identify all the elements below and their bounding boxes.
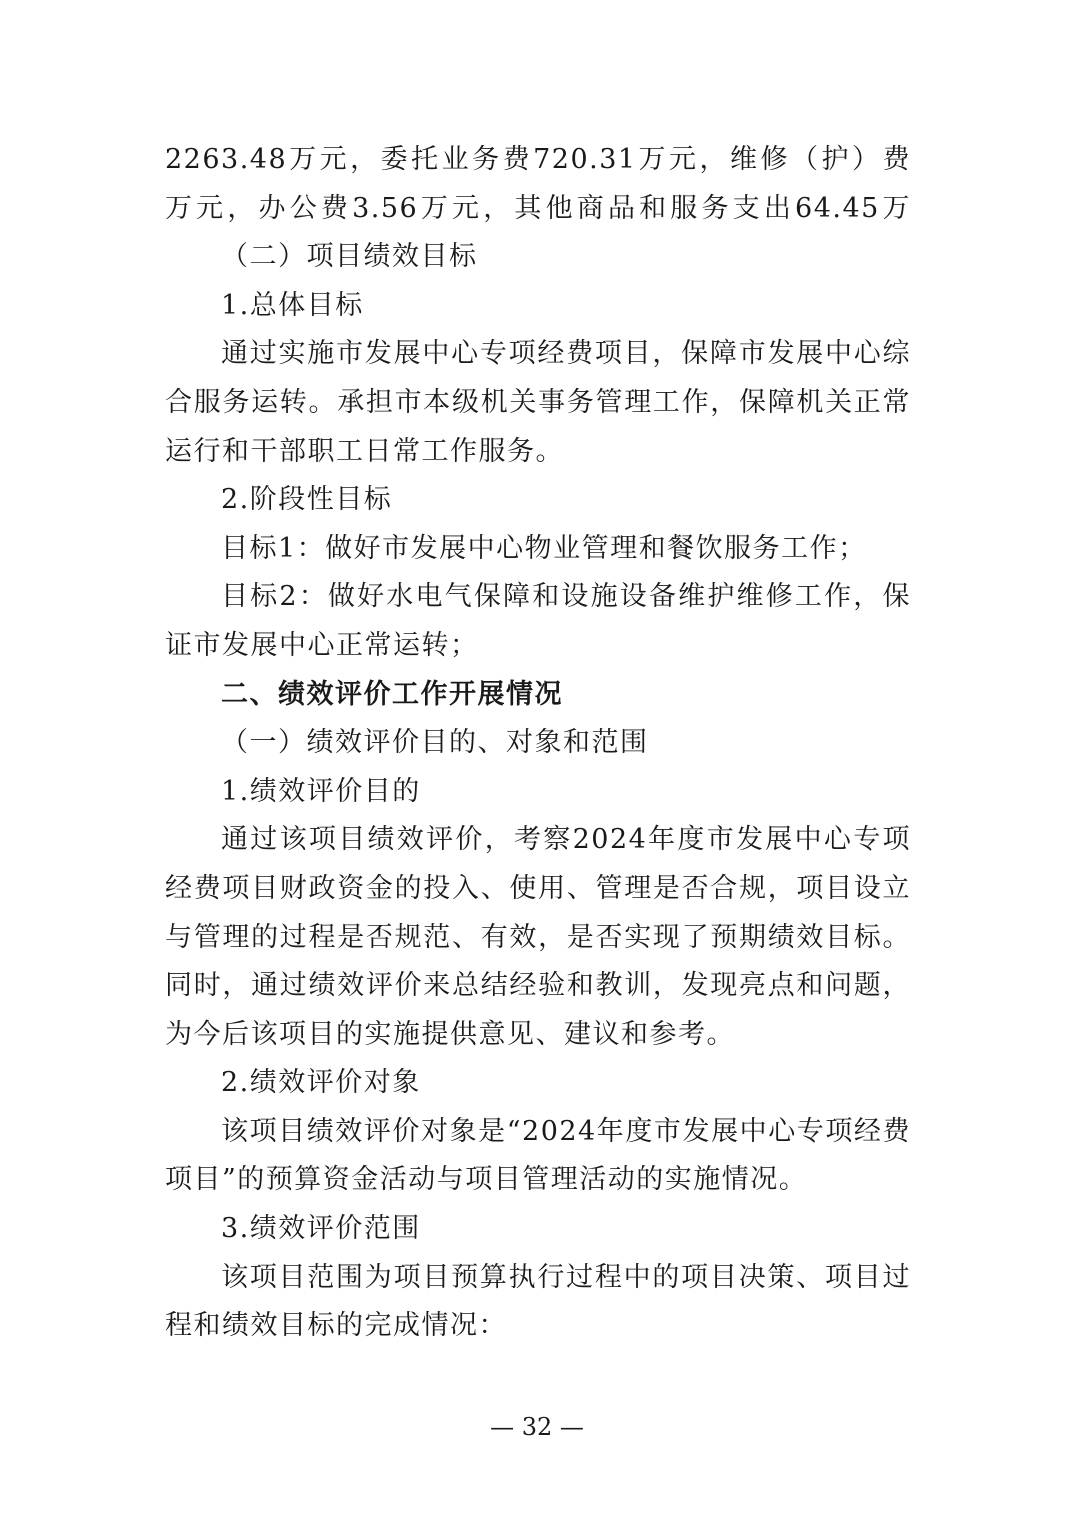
text-line: 1.总体目标	[221, 289, 364, 321]
text-line: 该项目绩效评价对象是“2024年度市发展中心专项经费	[221, 1115, 911, 1147]
text-line: 程和绩效目标的完成情况：	[165, 1310, 507, 1342]
page-number: — 32 —	[490, 1413, 584, 1441]
text-line: 2263.48万元，委托业务费720.31万元，维修（护）费	[165, 144, 911, 175]
text-line: 证市发展中心正常运转；	[165, 629, 479, 661]
text-line: 目标2：做好水电气保障和设施设备维护维修工作，保	[221, 581, 911, 613]
text-line: 2.绩效评价对象	[221, 1067, 421, 1099]
text-line: 2.阶段性目标	[221, 484, 393, 516]
document-body	[165, 136, 911, 1351]
text-line: 1.绩效评价目的	[221, 775, 421, 807]
text-line: 同时，通过绩效评价来总结经验和教训，发现亮点和问题，	[165, 970, 911, 1002]
text-line: 项目”的预算资金活动与项目管理活动的实施情况。	[165, 1164, 808, 1196]
text-line: 运行和干部职工日常工作服务。	[165, 435, 564, 467]
text-line: 与管理的过程是否规范、有效，是否实现了预期绩效目标。	[165, 921, 911, 953]
text-line: 通过该项目绩效评价，考察2024年度市发展中心专项	[221, 824, 911, 856]
text-line: 合服务运转。承担市本级机关事务管理工作，保障机关正常	[165, 386, 911, 418]
section-heading: （一）绩效评价目的、对象和范围	[221, 727, 649, 759]
text-line: 为今后该项目的实施提供意见、建议和参考。	[165, 1018, 735, 1050]
text-line: 通过实施市发展中心专项经费项目，保障市发展中心综	[221, 338, 911, 370]
section-heading: （二）项目绩效目标	[221, 241, 478, 273]
text-line: 万元，办公费3.56万元，其他商品和服务支出64.45万	[165, 192, 911, 224]
text-line: 经费项目财政资金的投入、使用、管理是否合规，项目设立	[165, 872, 911, 904]
section-heading: 二、绩效评价工作开展情况	[221, 678, 563, 710]
text-line: 目标1：做好市发展中心物业管理和餐饮服务工作；	[221, 532, 867, 564]
text-line: 3.绩效评价范围	[221, 1213, 421, 1245]
text-line: 该项目范围为项目预算执行过程中的项目决策、项目过	[221, 1261, 911, 1293]
